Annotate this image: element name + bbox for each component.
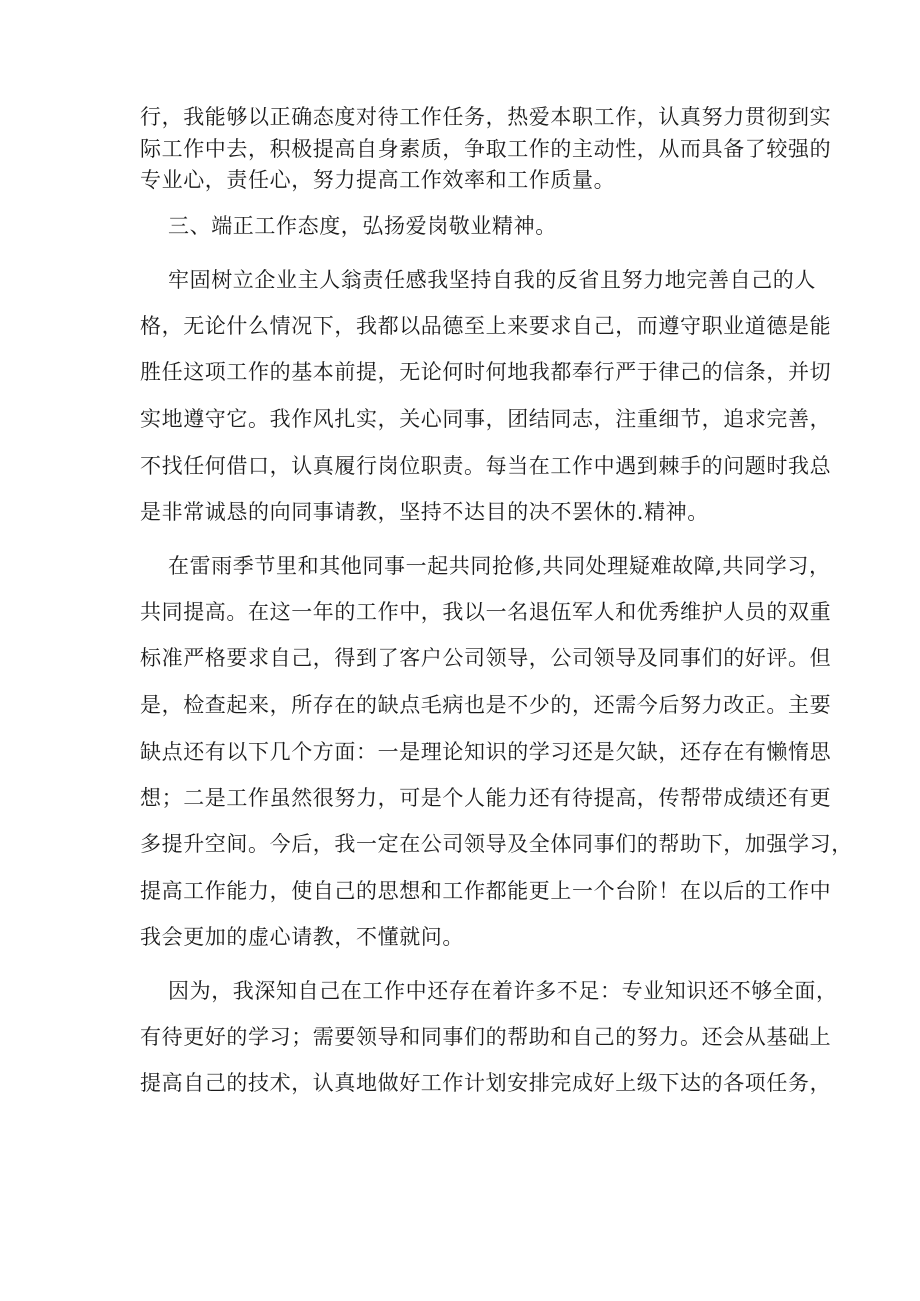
text-line: 格，无论什么情况下，我都以品德至上来要求自己，而遵守职业道德是能 [140,314,832,338]
text-line: 有待更好的学习；需要领导和同事们的帮助和自己的努力。还会从基础上 [140,1025,832,1049]
section-heading: 三、端正工作态度，弘扬爱岗敬业精神。 [168,214,557,238]
text-line: 行，我能够以正确态度对待工作任务，热爱本职工作，认真努力贯彻到实 [140,105,832,129]
text-line: 缺点还有以下几个方面：一是理论知识的学习还是欠缺，还存在有懒惰思 [140,740,832,764]
text-line: 胜任这项工作的基本前提，无论何时何地我都奉行严于律己的信条，并切 [140,360,832,384]
text-line: 牢固树立企业主人翁责任感我坚持自我的反省且努力地完善自己的人 [168,268,816,292]
text-line: 因为，我深知自己在工作中还存在着许多不足：专业知识还不够全面， [168,979,838,1003]
text-line: 提高自己的技术，认真地做好工作计划安排完成好上级下达的各项任务， [140,1071,832,1095]
text-line: 不找任何借口，认真履行岗位职责。每当在工作中遇到棘手的问题时我总 [140,454,832,478]
text-line: 是，检查起来，所存在的缺点毛病也是不少的，还需今后努力改正。主要 [140,693,832,717]
text-line: 共同提高。在这一年的工作中，我以一名退伍军人和优秀维护人员的双重 [140,600,832,624]
text-line: 是非常诚恳的向同事请教，坚持不达目的决不罢休的.精神。 [140,500,709,524]
text-line: 想；二是工作虽然很努力，可是个人能力还有待提高，传帮带成绩还有更 [140,786,832,810]
text-line: 专业心，责任心，努力提高工作效率和工作质量。 [140,168,616,192]
text-line: 我会更加的虚心请教，不懂就问。 [140,925,464,949]
text-line: 提高工作能力，使自己的思想和工作都能更上一个台阶！在以后的工作中 [140,879,832,903]
text-line: 多提升空间。今后，我一定在公司领导及全体同事们的帮助下，加强学习， [140,832,853,856]
text-line: 实地遵守它。我作风扎实，关心同事，团结同志，注重细节，追求完善， [140,407,832,431]
text-line: 际工作中去，积极提高自身素质，争取工作的主动性，从而具备了较强的 [140,137,832,161]
text-line: 标准严格要求自己，得到了客户公司领导，公司领导及同事们的好评。但 [140,646,832,670]
text-line: 在雷雨季节里和其他同事一起共同抢修,共同处理疑难故障,共同学习， [168,554,831,578]
